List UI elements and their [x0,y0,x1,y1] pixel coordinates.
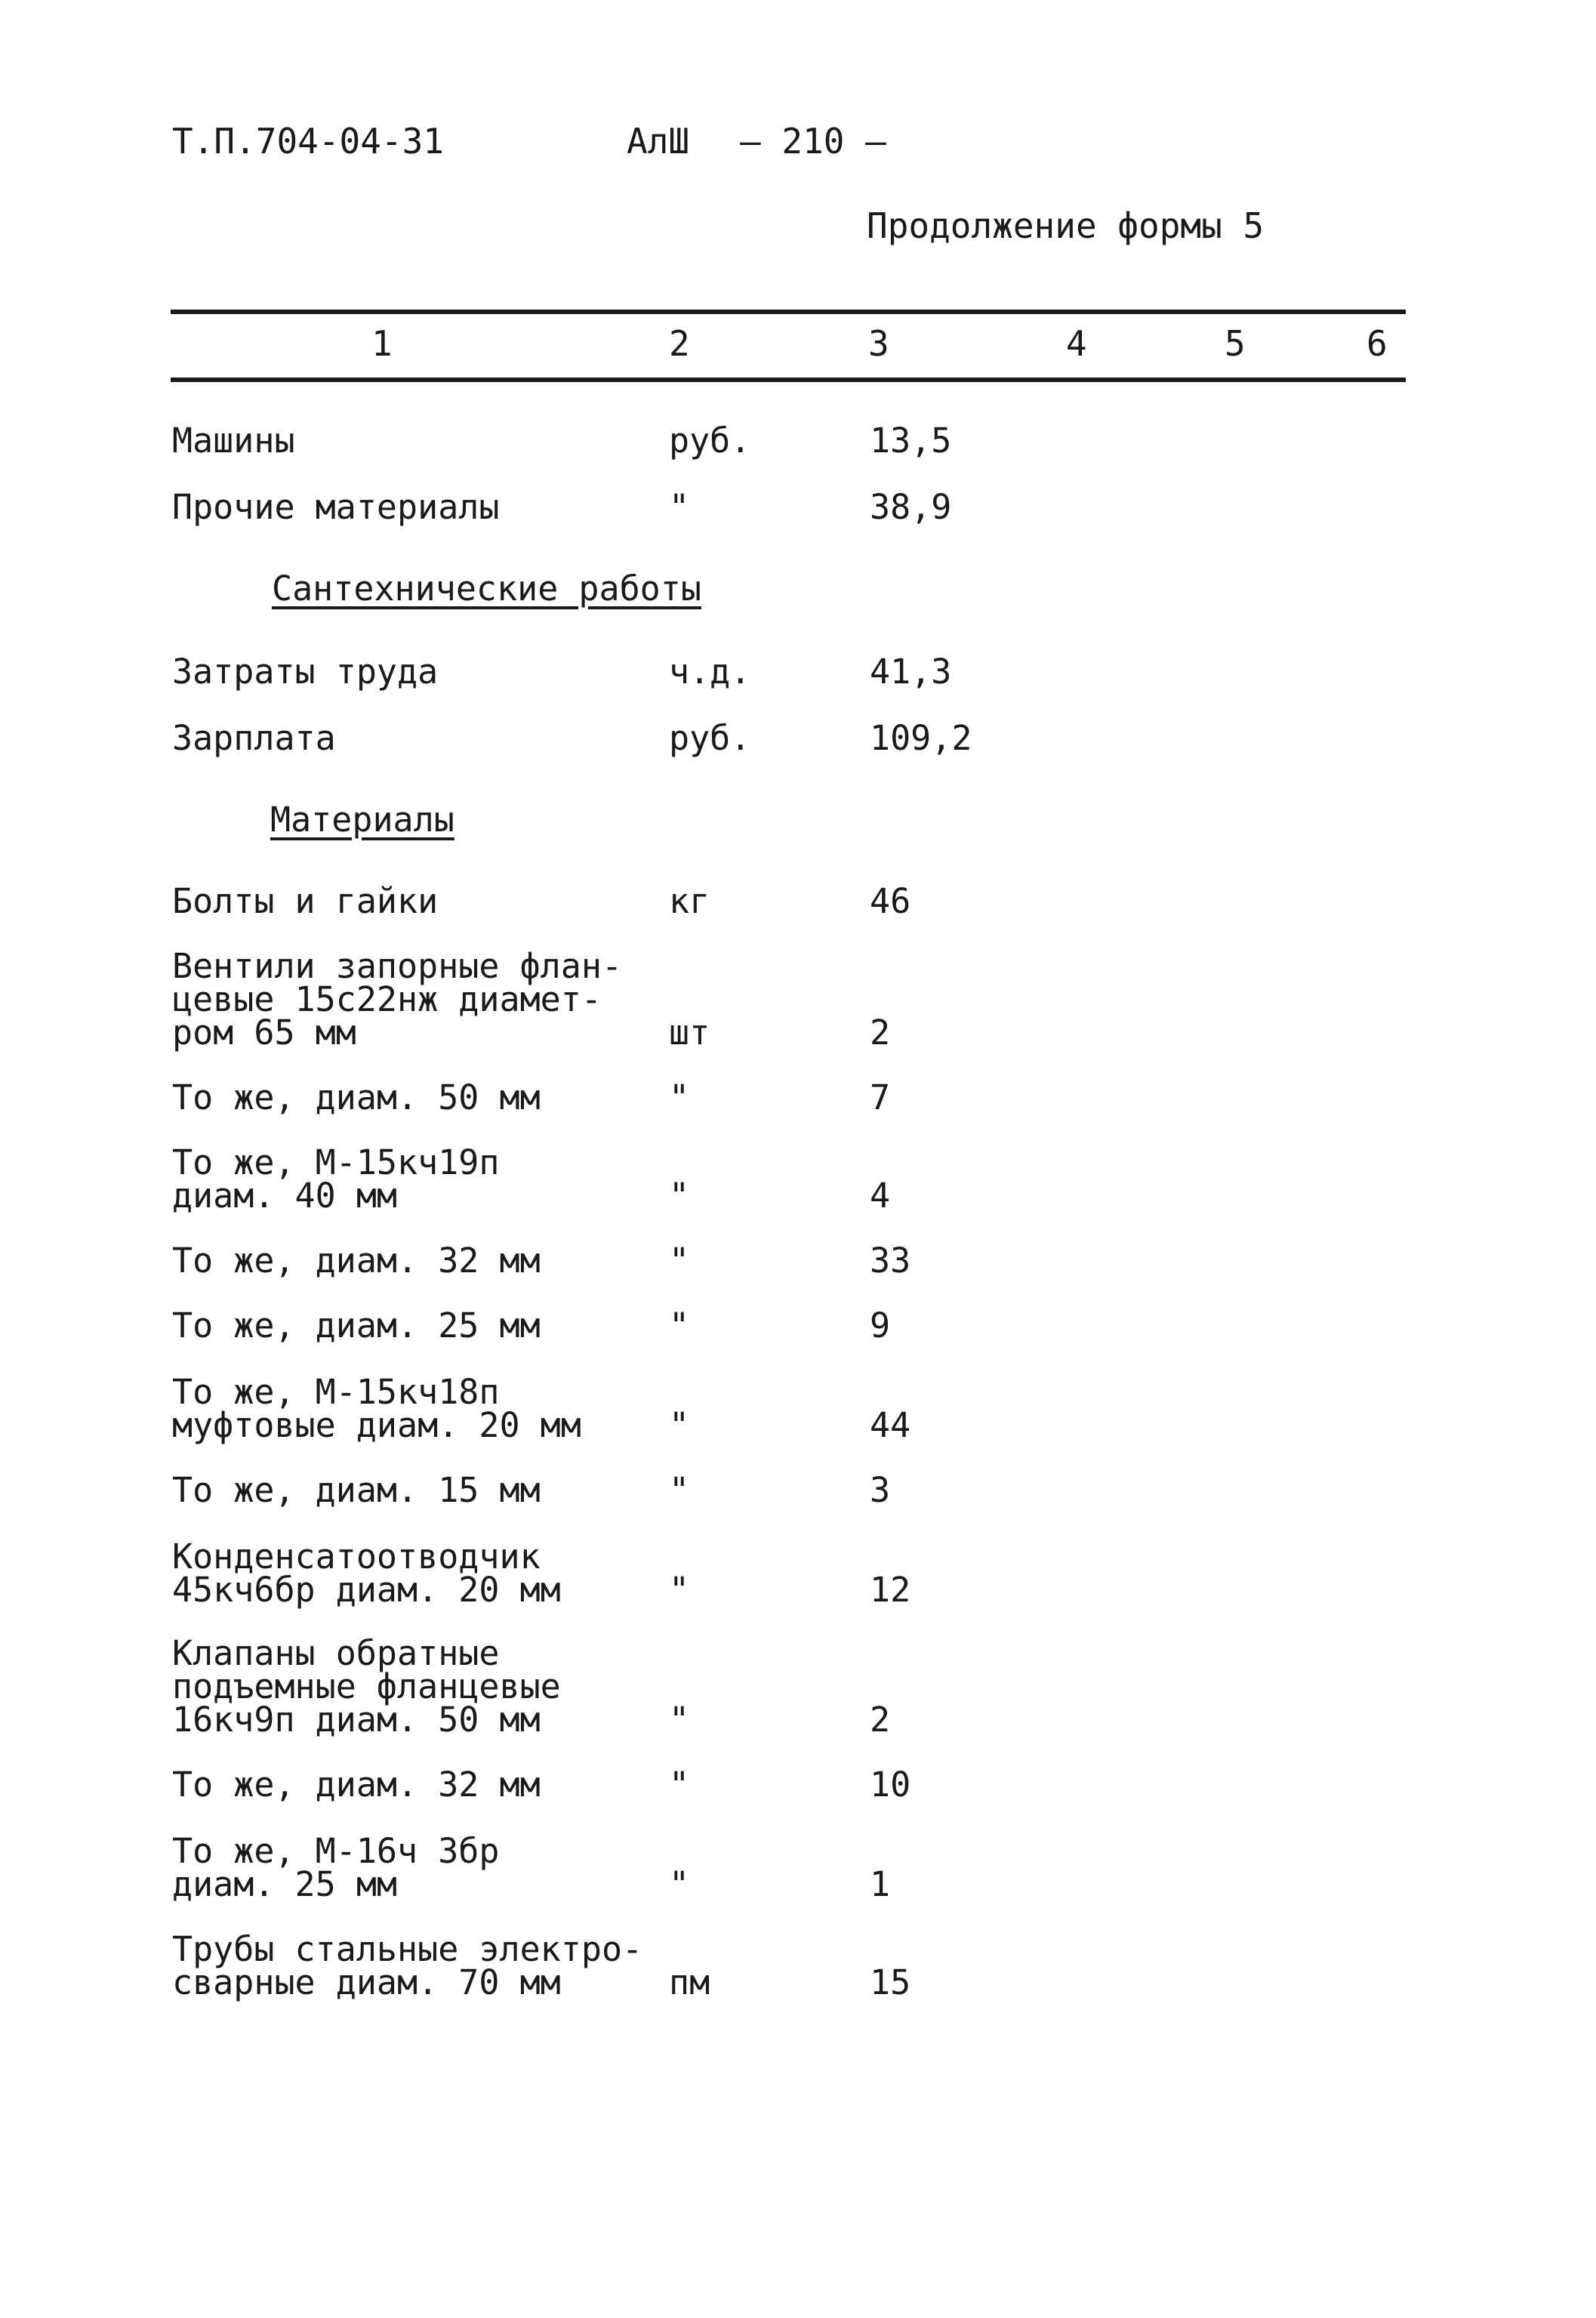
row-qty: 10 [870,1765,911,1805]
row-unit: " [669,1470,690,1510]
row-unit: " [669,1077,690,1117]
row-unit: " [669,1241,690,1281]
column-number-2: 2 [669,323,690,364]
row-unit: " [669,1700,690,1740]
row-name: То же, диам. 15 мм [172,1470,541,1510]
row-qty: 12 [870,1570,911,1610]
row-qty: 46 [870,881,911,921]
row-name: То же, М-15кч18п муфтовые диам. 20 мм [172,1372,581,1445]
row-unit: " [669,1864,690,1904]
row-name: Конденсатоотводчик 45кч6бр диам. 20 мм [172,1537,561,1610]
row-qty: 38,9 [870,487,952,527]
row-qty: 2 [870,1013,891,1053]
row-qty: 3 [870,1470,891,1510]
row-name: Вентили запорные флан- цевые 15с22нж диамет- ром 65 мм [172,946,623,1053]
album-code: АлШ [627,121,690,162]
row-name: То же, диам. 25 мм [172,1305,541,1345]
row-qty: 7 [870,1077,891,1117]
row-qty: 109,2 [870,718,972,758]
row-qty: 2 [870,1700,891,1740]
row-qty: 1 [870,1864,891,1904]
row-name: Болты и гайки [172,881,439,921]
document-code: Т.П.704-04-31 [172,121,445,162]
row-unit: " [669,1765,690,1805]
row-unit: " [669,1176,690,1216]
column-number-5: 5 [1225,323,1246,364]
table-top-rule [171,310,1406,314]
column-number-3: 3 [868,323,889,364]
row-qty: 33 [870,1241,911,1281]
row-name: То же, М-15кч19п диам. 40 мм [172,1142,500,1216]
row-name: Трубы стальные электро- сварные диам. 70 мм [172,1929,643,2002]
column-number-1: 1 [371,323,393,364]
row-name: То же, диам. 32 мм [172,1765,541,1805]
row-unit: " [669,487,690,527]
row-unit: кг [669,881,710,921]
row-unit: " [669,1305,690,1345]
table-header-bottom-rule [171,378,1406,382]
section-heading-materials: Материалы [270,800,454,840]
row-name: Прочие материалы [172,487,500,527]
row-name: То же, диам. 32 мм [172,1241,541,1281]
row-unit: руб. [669,718,751,758]
row-qty: 44 [870,1405,911,1445]
column-number-6: 6 [1366,323,1388,364]
row-unit: пм [669,1962,710,2002]
row-name: То же, М-16ч 3бр диам. 25 мм [172,1831,500,1904]
row-unit: ч.д. [669,652,751,692]
row-unit: " [669,1405,690,1445]
row-unit: " [669,1570,690,1610]
row-name: Клапаны обратные подъемные фланцевые 16кч9п диам. 50 мм [172,1633,561,1740]
row-qty: 41,3 [870,652,952,692]
row-qty: 15 [870,1962,911,2002]
section-heading-plumbing: Сантехнические работы [272,569,701,609]
form-title: Продолжение формы 5 [867,205,1265,246]
row-qty: 4 [870,1176,891,1216]
row-unit: шт [669,1013,710,1053]
row-qty: 9 [870,1305,891,1345]
row-name: То же, диам. 50 мм [172,1077,541,1117]
column-number-4: 4 [1066,323,1087,364]
row-name: Затраты труда [172,652,439,692]
row-name: Машины [172,421,295,461]
page-number: – 210 – [740,121,886,162]
row-unit: руб. [669,421,751,461]
row-name: Зарплата [172,718,336,758]
row-qty: 13,5 [870,421,952,461]
